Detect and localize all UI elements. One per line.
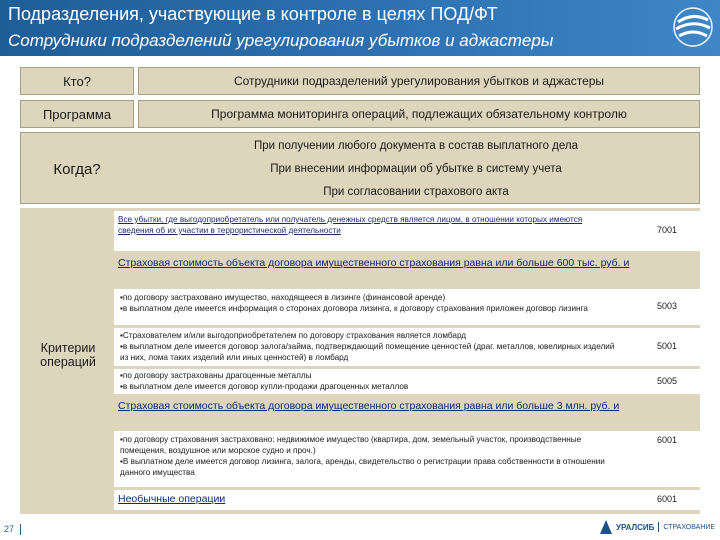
brand-sub: СТРАХОВАНИЕ [663, 523, 716, 531]
group2-row1-line2: ▪В выплатном деле имеется договор лизинга, залога, аренды, свидетельство о регистрации права собственности в отношении данного имущества [120, 457, 605, 477]
when-label: Когда? [53, 160, 101, 178]
brand-divider [658, 522, 659, 532]
group1-row2-code: 5001 [656, 341, 678, 351]
unusual-label: Необычные операции [118, 493, 226, 505]
program-label: Программа [42, 106, 112, 122]
group2-header: Страховая стоимость объекта договора имущественного страхования равна или больше 3 млн. руб. и [118, 400, 620, 412]
group2-row1-code: 6001 [656, 435, 678, 445]
page-number-separator [20, 524, 21, 535]
group1-row-2 [114, 328, 700, 366]
group1-row-3 [114, 369, 700, 394]
slide-header [0, 0, 720, 56]
group1-row3-line2: ▪в выплатном деле имеется договор купли-продажи драгоценных металлов [120, 382, 409, 391]
program-value-box [138, 100, 700, 128]
group1-row2-line1: ▪Страхователем и/или выгодоприобретателем по договору страхования является ломбард [120, 331, 467, 340]
unusual-row [114, 490, 700, 510]
program-value: Программа мониторинга операций, подлежащих обязательному контролю [211, 107, 627, 121]
group1-row-1 [114, 289, 700, 325]
criteria-first-text: Все убытки, где выгодоприобретатель или получатель денежных средств является лицом, в отношении которых имеются сведения об их участии в террористической деятельности [118, 215, 583, 235]
group1-row1-code: 5003 [656, 301, 678, 311]
group1-header: Страховая стоимость объекта договора имущественного страхования равна или больше 600 тыс. руб. и [118, 257, 630, 269]
who-label: Кто? [63, 73, 91, 89]
criteria-row-first [114, 211, 700, 251]
when-box [20, 132, 700, 204]
program-label-box [20, 100, 134, 128]
slide-subtitle: Сотрудники подразделений урегулирования убытков и аджастеры [8, 31, 554, 50]
group1-row2-line2: ▪в выплатном деле имеется договор залога/займа, подтверждающий помещение ценностей (драг. металлов, ювелирных изделий из них, лома таких изделий или иных ценностей) в ломбард [120, 342, 615, 362]
group1-row1-line1: ▪по договору застраховано имущество, находящееся в лизинге (финансовой аренде) [120, 293, 446, 302]
group2-row-1 [114, 431, 700, 487]
when-item-1: При получении любого документа в состав выплатного дела [253, 140, 578, 152]
criteria-label: Критерии операций [40, 341, 96, 369]
group1-row3-line1: ▪по договору застрахованы драгоценные металлы [120, 371, 312, 380]
brand-name: УРАЛСИБ [616, 522, 655, 532]
criteria-first-code: 7001 [656, 225, 678, 235]
slide-title: Подразделения, участвующие в контроле в целях ПОД/ФТ [8, 4, 498, 24]
when-item-2: При внесении информации об убытке в систему учета [270, 163, 562, 175]
brand-logo [600, 520, 715, 534]
group2-row1-line1: ▪по договору страхования застраховано: недвижимое имущество (квартира, дом, земельный участок, производственные помещения, воздушное или морское судно и проч.) [120, 435, 582, 455]
page-number: 27 [4, 524, 15, 534]
group1-row1-line2: ▪в выплатном деле имеется информация о сторонах договора лизинга, к договору страхования приложен договор лизинга [120, 304, 588, 313]
who-value-box [138, 67, 700, 95]
unusual-code: 6001 [656, 494, 678, 504]
globe-logo-icon [672, 4, 714, 50]
brand-mark-icon [600, 520, 612, 534]
group1-row3-code: 5005 [656, 376, 678, 386]
when-item-3: При согласовании страхового акта [323, 186, 509, 198]
who-value: Сотрудники подразделений урегулирования убытков и аджастеры [233, 74, 605, 88]
who-label-box [20, 67, 134, 95]
